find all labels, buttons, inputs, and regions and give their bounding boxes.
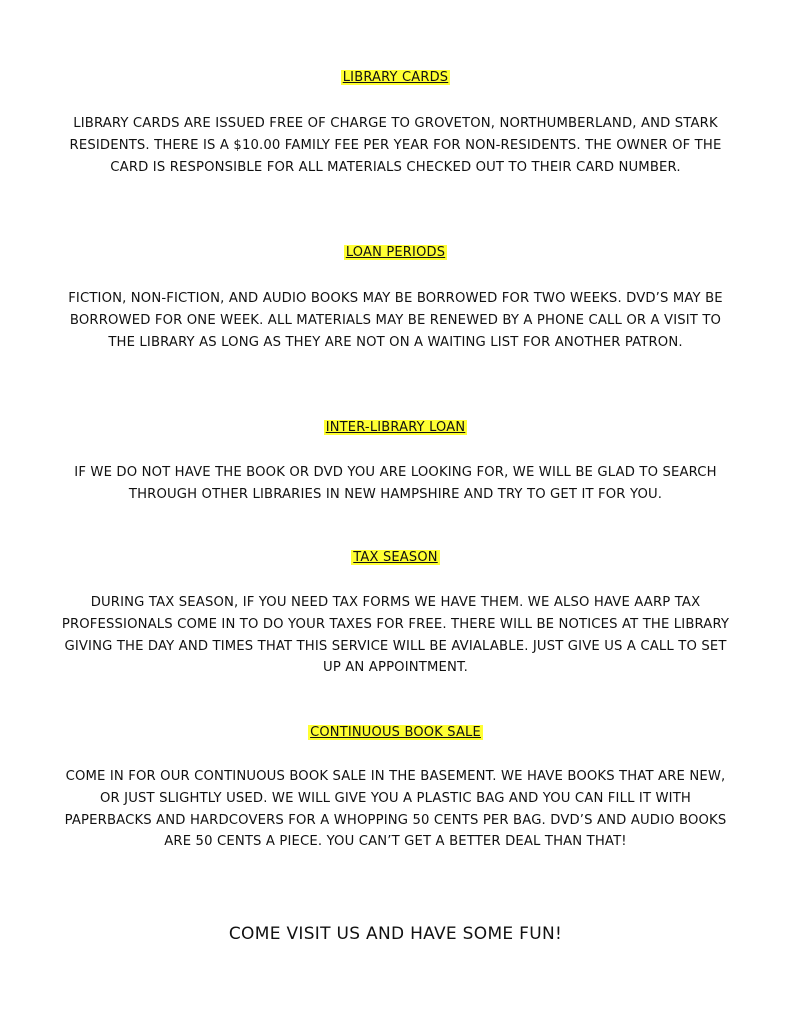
- paragraph-library-cards: LIBRARY CARDS ARE ISSUED FREE OF CHARGE TO GROVETON, NORTHUMBERLAND, AND STARK RESIDENTS. THERE IS A $10.00 FAMILY FEE PER YEAR FOR NON-RESIDENTS. THE OWNER OF THE CARD IS RESPONSIBLE FOR ALL MATERIALS CHECKED OUT TO THEIR CARD NUMBER.: [69, 116, 722, 175]
- heading-inter-library-loan-text: INTER-LIBRARY LOAN: [325, 420, 466, 435]
- heading-library-cards-text: LIBRARY CARDS: [342, 70, 449, 85]
- paragraph-tax-season: DURING TAX SEASON, IF YOU NEED TAX FORMS WE HAVE THEM. WE ALSO HAVE AARP TAX PROFESSIONALS COME IN TO DO YOUR TAXES FOR FREE. THERE WILL BE NOTICES AT THE LIBRARY GIVING THE DAY AND TIMES THAT THIS SERVICE WILL BE AVIALABLE. JUST GIVE US A CALL TO SET UP AN APPOINTMENT.: [61, 595, 730, 676]
- paragraph-loan-periods: FICTION, NON-FICTION, AND AUDIO BOOKS MAY BE BORROWED FOR TWO WEEKS. DVD’S MAY BE BORROWED FOR ONE WEEK. ALL MATERIALS MAY BE RENEWED BY A PHONE CALL OR A VISIT TO THE LIBRARY AS LONG AS THEY ARE NOT ON A WAITING LIST FOR ANOTHER PATRON.: [68, 291, 723, 350]
- heading-tax-season: [0, 549, 791, 567]
- heading-tax-season-text: TAX SEASON: [353, 550, 438, 565]
- closing-line: COME VISIT US AND HAVE SOME FUN!: [228, 924, 563, 944]
- paragraph-continuous-book-sale: COME IN FOR OUR CONTINUOUS BOOK SALE IN THE BASEMENT. WE HAVE BOOKS THAT ARE NEW, OR JUST SLIGHTLY USED. WE WILL GIVE YOU A PLASTIC BAG AND YOU CAN FILL IT WITH PAPERBACKS AND HARDCOVERS FOR A WHOPPING 50 CENTS PER BAG. DVD’S AND AUDIO BOOKS ARE 50 CENTS A PIECE. YOU CAN’T GET A BETTER DEAL THAN THAT!: [64, 769, 727, 850]
- heading-library-cards: [0, 69, 791, 87]
- heading-loan-periods-text: LOAN PERIODS: [345, 245, 446, 260]
- heading-continuous-book-sale: [0, 724, 791, 742]
- heading-loan-periods: [0, 244, 791, 262]
- paragraph-inter-library-loan: IF WE DO NOT HAVE THE BOOK OR DVD YOU ARE LOOKING FOR, WE WILL BE GLAD TO SEARCH THROUGH OTHER LIBRARIES IN NEW HAMPSHIRE AND TRY TO GET IT FOR YOU.: [74, 465, 717, 502]
- heading-continuous-book-sale-text: CONTINUOUS BOOK SALE: [310, 725, 481, 740]
- heading-inter-library-loan: [0, 419, 791, 437]
